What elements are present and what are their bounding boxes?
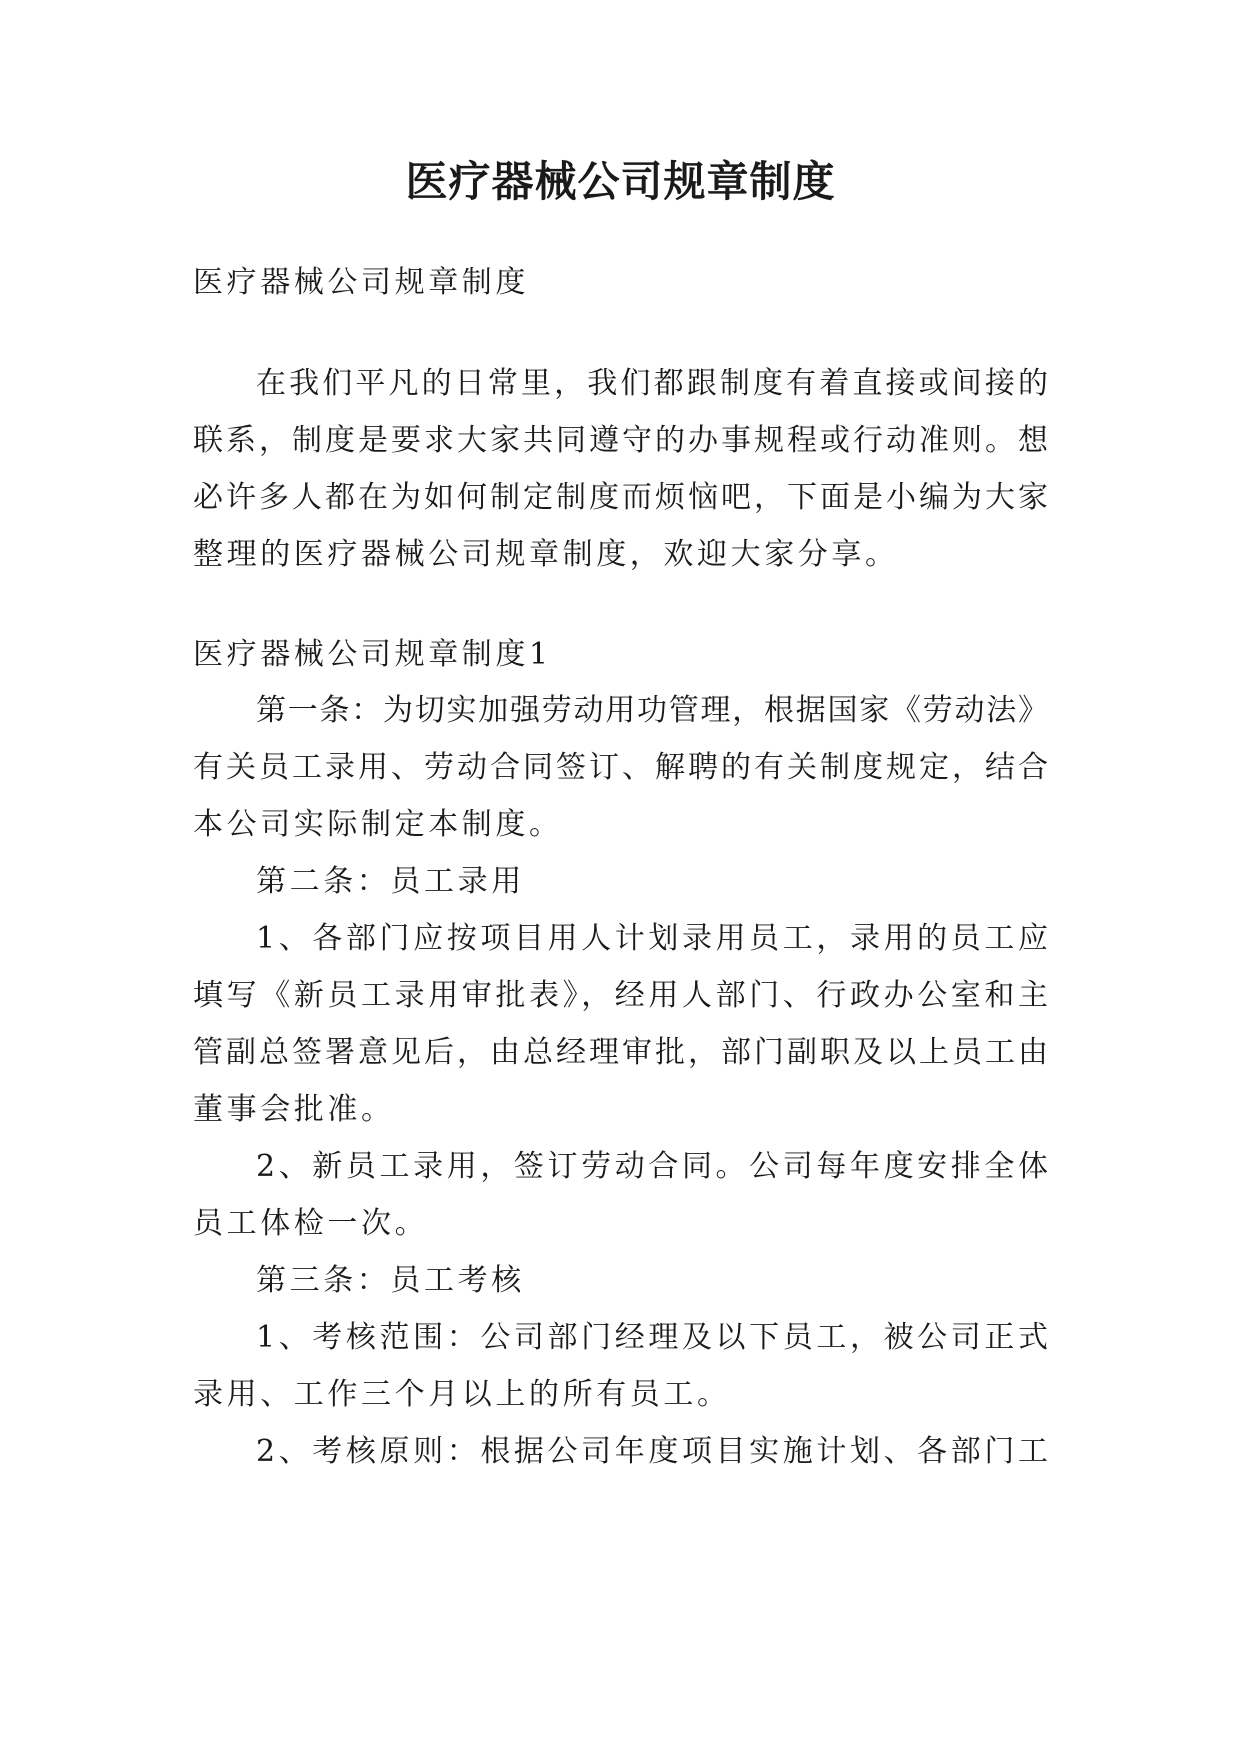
body-line: 填写《新员工录用审批表》，经用人部门、行政办公室和主	[193, 978, 1048, 1013]
intro-line: 在我们平凡的日常里，我们都跟制度有着直接或间接的	[256, 366, 1048, 401]
intro-line: 必许多人都在为如何制定制度而烦恼吧，下面是小编为大家	[193, 480, 1048, 515]
article-heading: 第二条：员工录用	[256, 864, 525, 899]
document-title: 医疗器械公司规章制度	[405, 157, 836, 206]
intro-line: 整理的医疗器械公司规章制度，欢迎大家分享。	[193, 537, 899, 572]
body-line: 本公司实际制定本制度。	[193, 807, 563, 842]
body-line: 2、新员工录用，签订劳动合同。公司每年度安排全体	[256, 1149, 1048, 1184]
body-line: 管副总签署意见后，由总经理审批，部门副职及以上员工由	[193, 1035, 1048, 1070]
body-line: 有关员工录用、劳动合同签订、解聘的有关制度规定，结合	[193, 750, 1048, 785]
intro-line: 联系，制度是要求大家共同遵守的办事规程或行动准则。想	[193, 423, 1048, 458]
body-line: 1、各部门应按项目用人计划录用员工，录用的员工应	[256, 921, 1048, 956]
body-line: 董事会批准。	[193, 1092, 395, 1127]
body-line: 员工体检一次。	[193, 1206, 429, 1241]
document-subtitle: 医疗器械公司规章制度	[193, 265, 529, 300]
body-line: 2、考核原则：根据公司年度项目实施计划、各部门工	[256, 1434, 1048, 1469]
body-line: 录用、工作三个月以上的所有员工。	[193, 1377, 731, 1412]
article-heading: 第三条：员工考核	[256, 1263, 525, 1298]
body-line: 第一条：为切实加强劳动用功管理，根据国家《劳动法》	[256, 693, 1048, 728]
body-line: 1、考核范围：公司部门经理及以下员工，被公司正式	[256, 1320, 1048, 1355]
section-heading: 医疗器械公司规章制度1	[193, 637, 552, 672]
